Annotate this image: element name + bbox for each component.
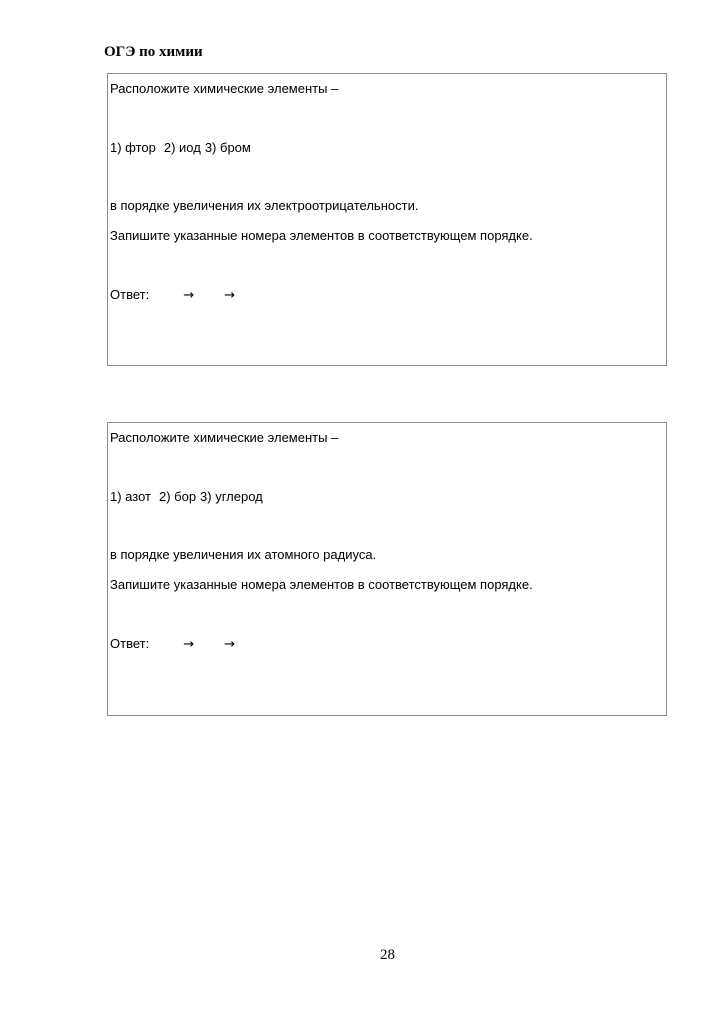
task-1-instruction: Запишите указанные номера элементов в соответствующем порядке. xyxy=(110,228,533,243)
task-2-instruction: Запишите указанные номера элементов в соответствующем порядке. xyxy=(110,577,533,592)
task-box-2 xyxy=(107,422,667,716)
task-2-answer-line xyxy=(110,636,235,653)
task-2-answer-label: Ответ: xyxy=(110,636,150,651)
arrow-right-icon: → xyxy=(224,288,236,303)
task-1-answer-line xyxy=(110,287,235,304)
task-2-element-1: 1) азот xyxy=(110,489,151,504)
task-1-answer-label: Ответ: xyxy=(110,287,150,302)
arrow-right-icon: → xyxy=(183,288,195,303)
arrow-right-icon: → xyxy=(224,637,236,652)
task-box-1 xyxy=(107,73,667,366)
task-2-intro: Расположите химические элементы – xyxy=(110,430,339,445)
arrow-right-icon: → xyxy=(183,637,195,652)
task-2-element-3: 3) углерод xyxy=(200,489,263,504)
task-1-elements xyxy=(110,140,251,156)
page-number: 28 xyxy=(380,947,395,963)
page-title: ОГЭ по химии xyxy=(104,44,203,60)
task-2-element-2: 2) бор xyxy=(158,489,197,504)
task-1-element-2: 2) иод xyxy=(163,140,201,155)
task-1-intro: Расположите химические элементы – xyxy=(110,81,339,96)
task-2-elements xyxy=(110,489,263,505)
task-1-element-3: 3) бром xyxy=(204,140,251,155)
task-1-criterion: в порядке увеличения их электроотрицательности. xyxy=(110,198,419,213)
task-2-criterion: в порядке увеличения их атомного радиуса. xyxy=(110,547,377,562)
task-1-element-1: 1) фтор xyxy=(110,140,156,155)
